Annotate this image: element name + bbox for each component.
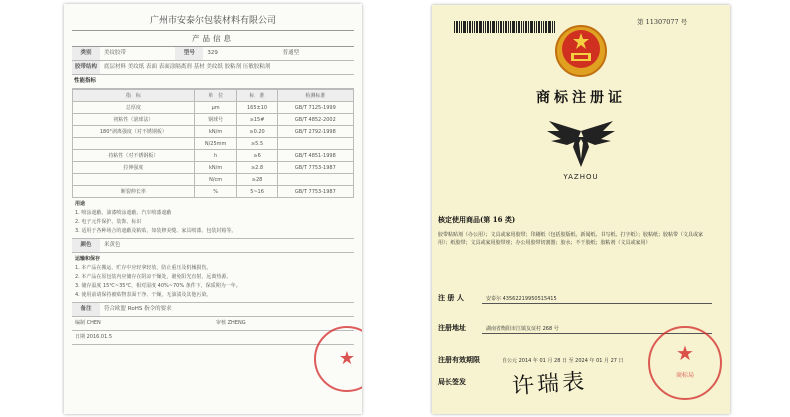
barcode-bar bbox=[456, 21, 458, 33]
seal-text: 商标局 bbox=[675, 372, 694, 379]
table-cell: 持粘性（对不锈钢板） bbox=[73, 150, 195, 162]
number-prefix: 第 bbox=[637, 18, 644, 26]
table-cell: N/cm bbox=[194, 174, 237, 186]
trademark-certificate bbox=[432, 5, 730, 414]
table-cell: 180°剥离强度（对不锈钢板） bbox=[73, 126, 195, 138]
barcode-bar bbox=[523, 21, 524, 33]
barcode-bar bbox=[467, 21, 468, 33]
barcode-bar bbox=[538, 21, 540, 33]
brand-name: YAZHOU bbox=[563, 173, 599, 181]
barcode-icon bbox=[454, 19, 556, 33]
table-cell bbox=[277, 138, 353, 150]
table-row bbox=[73, 162, 354, 174]
registrant-underline bbox=[482, 303, 712, 304]
barcode-bar bbox=[454, 21, 455, 33]
table-cell: GB/T 4852-2002 bbox=[277, 114, 353, 126]
table-header-row bbox=[73, 90, 354, 102]
usage-label: 用途 bbox=[75, 201, 86, 207]
goods-text: 胶带粘贴剂（办公用）；文具或家用胶带；印刷纸（包括胶版纸、新闻纸、书写纸、打字纸）；胶粘纸；胶粘带（文具或家用）；纸胶带；文具或家用胶带座；办公用胶带切割器；胶水；不干胶纸；胶粘剂（文具或家用） bbox=[438, 232, 704, 246]
product-row bbox=[72, 47, 354, 61]
company-seal-icon bbox=[314, 326, 362, 392]
notes-value: 符合欧盟 RoHS 指令的要求 bbox=[104, 306, 172, 312]
barcode-bar bbox=[505, 21, 507, 33]
storage-label: 运输和保存 bbox=[75, 256, 101, 262]
table-cell: 断裂伸长率 bbox=[73, 186, 195, 198]
adhesive-value: 压敏胶粘剂 bbox=[242, 64, 271, 70]
barcode-bar bbox=[472, 21, 473, 33]
storage-item: 2. 本产品在原包装内应储存在阴凉干燥处，避免阳光直射，远离热源。 bbox=[75, 274, 232, 280]
table-cell: 拉伸强度 bbox=[73, 162, 195, 174]
color-value: 米黄色 bbox=[104, 242, 121, 248]
table-cell: ≥28 bbox=[237, 174, 277, 186]
table-cell: ≥2.8 bbox=[237, 162, 277, 174]
barcode-bar bbox=[463, 21, 466, 33]
certificate-number bbox=[637, 17, 687, 26]
color-row bbox=[72, 239, 354, 253]
date-value: 2016.01.5 bbox=[86, 334, 113, 340]
storage-block bbox=[72, 253, 354, 303]
product-model-label: 型号 bbox=[175, 47, 203, 60]
director-signature: 许瑞表 bbox=[511, 369, 588, 400]
barcode-bar bbox=[459, 21, 460, 33]
table-cell bbox=[277, 174, 353, 186]
barcode-bar bbox=[496, 21, 497, 33]
table-cell: N/25mm bbox=[194, 138, 237, 150]
prepared-row bbox=[72, 317, 354, 331]
table-cell: ≥6 bbox=[237, 150, 277, 162]
barcode-bar bbox=[510, 21, 511, 33]
barcode-bar bbox=[518, 21, 520, 33]
table-cell: h bbox=[194, 150, 237, 162]
product-model-value: 329 bbox=[207, 50, 218, 56]
barcode-bar bbox=[476, 21, 478, 33]
seal-star-icon: ★ bbox=[338, 348, 356, 369]
surface-label: 表面 bbox=[146, 64, 158, 70]
usage-item: 2. 电子元件保护、装饰、标识 bbox=[75, 219, 142, 225]
table-cell: ≥15# bbox=[237, 114, 277, 126]
seal-star-icon: ★ bbox=[676, 341, 694, 365]
barcode-bar bbox=[487, 21, 489, 33]
barcode-bar bbox=[525, 21, 527, 33]
table-cell: GB/T 7753-1987 bbox=[277, 162, 353, 174]
barcode-bar bbox=[498, 21, 499, 33]
table-cell: ≥0.20 bbox=[237, 126, 277, 138]
barcode-bar bbox=[541, 21, 542, 33]
barcode-bar bbox=[490, 21, 491, 33]
storage-item: 1. 本产品在搬运、贮存中应轻拿轻放，防止重压及机械损伤。 bbox=[75, 265, 212, 271]
table-cell: GB/T 2792-1998 bbox=[277, 126, 353, 138]
prepared-value: CHEN bbox=[86, 320, 101, 326]
usage-item: 1. 喷涂遮蔽、油漆喷涂遮蔽、汽车喷漆遮蔽 bbox=[75, 210, 172, 216]
performance-title: 性能指标 bbox=[72, 75, 354, 89]
director-label: 局长签发 bbox=[438, 377, 466, 386]
table-row bbox=[73, 138, 354, 150]
notes-row bbox=[72, 303, 354, 317]
table-header: 指 标 bbox=[73, 90, 195, 102]
table-cell: μm bbox=[194, 102, 237, 114]
date-label: 日期 bbox=[75, 334, 86, 340]
table-row bbox=[73, 186, 354, 198]
table-cell: ≥5.5 bbox=[237, 138, 277, 150]
barcode-bar bbox=[545, 21, 547, 33]
barcode-bar bbox=[536, 21, 537, 33]
performance-table-body bbox=[73, 102, 354, 198]
material-value: 美纹纸 bbox=[206, 64, 223, 70]
table-cell: kN/m bbox=[194, 162, 237, 174]
validity-value: 自公元 2014 年 01 月 28 日 至 2024 年 01 月 27 日 bbox=[502, 358, 624, 364]
barcode-bar bbox=[543, 21, 544, 33]
table-cell: GB/T 4851-1998 bbox=[277, 150, 353, 162]
address-value: 湖南省衡阳市江镇友谊村 268 号 bbox=[486, 326, 559, 332]
table-row bbox=[73, 114, 354, 126]
barcode-bar bbox=[479, 21, 482, 33]
barcode-bar bbox=[530, 21, 533, 33]
table-cell: 钢球号 bbox=[194, 114, 237, 126]
yazhou-wings-logo-icon bbox=[545, 119, 617, 169]
barcode-bar bbox=[500, 21, 502, 33]
number-value: 11307077 bbox=[645, 18, 679, 26]
registrant-value: 安泰尔 43562219950515415 bbox=[486, 296, 557, 302]
barcode-bar bbox=[516, 21, 517, 33]
number-suffix: 号 bbox=[680, 18, 688, 26]
company-name: 广州市安泰尔包装材料有限公司 bbox=[149, 16, 276, 26]
table-row bbox=[73, 174, 354, 186]
barcode-bar bbox=[512, 21, 515, 33]
barcode-bar bbox=[521, 21, 522, 33]
table-row bbox=[73, 126, 354, 138]
table-row bbox=[73, 150, 354, 162]
goods-label: 核定使用商品(第 16 类) bbox=[438, 215, 516, 224]
date-row bbox=[72, 331, 354, 345]
product-spec-sheet bbox=[64, 4, 362, 414]
barcode-bar bbox=[485, 21, 486, 33]
usage-block bbox=[72, 198, 354, 239]
table-cell bbox=[73, 138, 195, 150]
product-name-label: 类别 bbox=[72, 47, 100, 60]
table-header: 单 位 bbox=[194, 90, 237, 102]
barcode-bar bbox=[534, 21, 535, 33]
table-cell: GB/T 7125-1999 bbox=[277, 102, 353, 114]
notes-label: 备注 bbox=[72, 303, 100, 316]
table-header: 标 准 bbox=[237, 90, 277, 102]
base-label: 底层材料 bbox=[104, 64, 127, 70]
storage-item: 4. 使用前请保持被贴物表面干净、干燥，无油渍及其他污染。 bbox=[75, 292, 212, 298]
address-label: 注册地址 bbox=[438, 323, 466, 332]
barcode-bar bbox=[461, 21, 462, 33]
structure-label: 胶带结构 bbox=[72, 61, 100, 74]
barcode-bar bbox=[508, 21, 509, 33]
table-cell bbox=[73, 174, 195, 186]
base-value: 美纹纸 bbox=[127, 64, 145, 70]
registrant-label: 注 册 人 bbox=[438, 293, 464, 302]
table-cell: GB/T 7753-1987 bbox=[277, 186, 353, 198]
surface-value: 表面涂隔离剂 bbox=[158, 64, 192, 70]
table-header: 检测标准 bbox=[277, 90, 353, 102]
product-type: 普通型 bbox=[282, 50, 300, 56]
structure-row bbox=[72, 61, 354, 75]
table-row bbox=[73, 102, 354, 114]
table-cell: kN/m bbox=[194, 126, 237, 138]
approved-value: ZHENG bbox=[227, 320, 246, 326]
material-label: 基材 bbox=[193, 64, 205, 70]
table-cell: 初粘性（滚球法） bbox=[73, 114, 195, 126]
table-cell: 165±10 bbox=[237, 102, 277, 114]
storage-item: 3. 储存温度 15℃~35℃，相对湿度 40%~70% 条件下，保质期为一年。 bbox=[75, 283, 241, 289]
certificate-title: 商标注册证 bbox=[536, 90, 626, 106]
performance-table bbox=[72, 89, 354, 198]
spec-title: 产品信息 bbox=[72, 30, 354, 47]
table-cell: 5~16 bbox=[237, 186, 277, 198]
table-cell: 总厚度 bbox=[73, 102, 195, 114]
validity-label: 注册有效期限 bbox=[438, 355, 480, 364]
product-name-value: 美纹胶带 bbox=[104, 50, 127, 56]
usage-item: 3. 适用于各种场合的遮蔽及粘贴，如装修美缝、家具喷漆、包装封箱等。 bbox=[75, 228, 237, 234]
prepared-label: 编制 bbox=[75, 320, 86, 326]
barcode-bar bbox=[492, 21, 495, 33]
barcode-bar bbox=[528, 21, 529, 33]
adhesive-label: 胶粘剂 bbox=[224, 64, 242, 70]
trademark-office-seal-icon bbox=[648, 326, 722, 400]
barcode-bar bbox=[469, 21, 471, 33]
barcode-bar bbox=[474, 21, 475, 33]
color-label: 颜色 bbox=[72, 239, 100, 252]
national-emblem-icon bbox=[551, 23, 611, 79]
table-cell: % bbox=[194, 186, 237, 198]
barcode-bar bbox=[483, 21, 484, 33]
approved-label: 审核 bbox=[216, 320, 227, 326]
barcode-bar bbox=[503, 21, 504, 33]
